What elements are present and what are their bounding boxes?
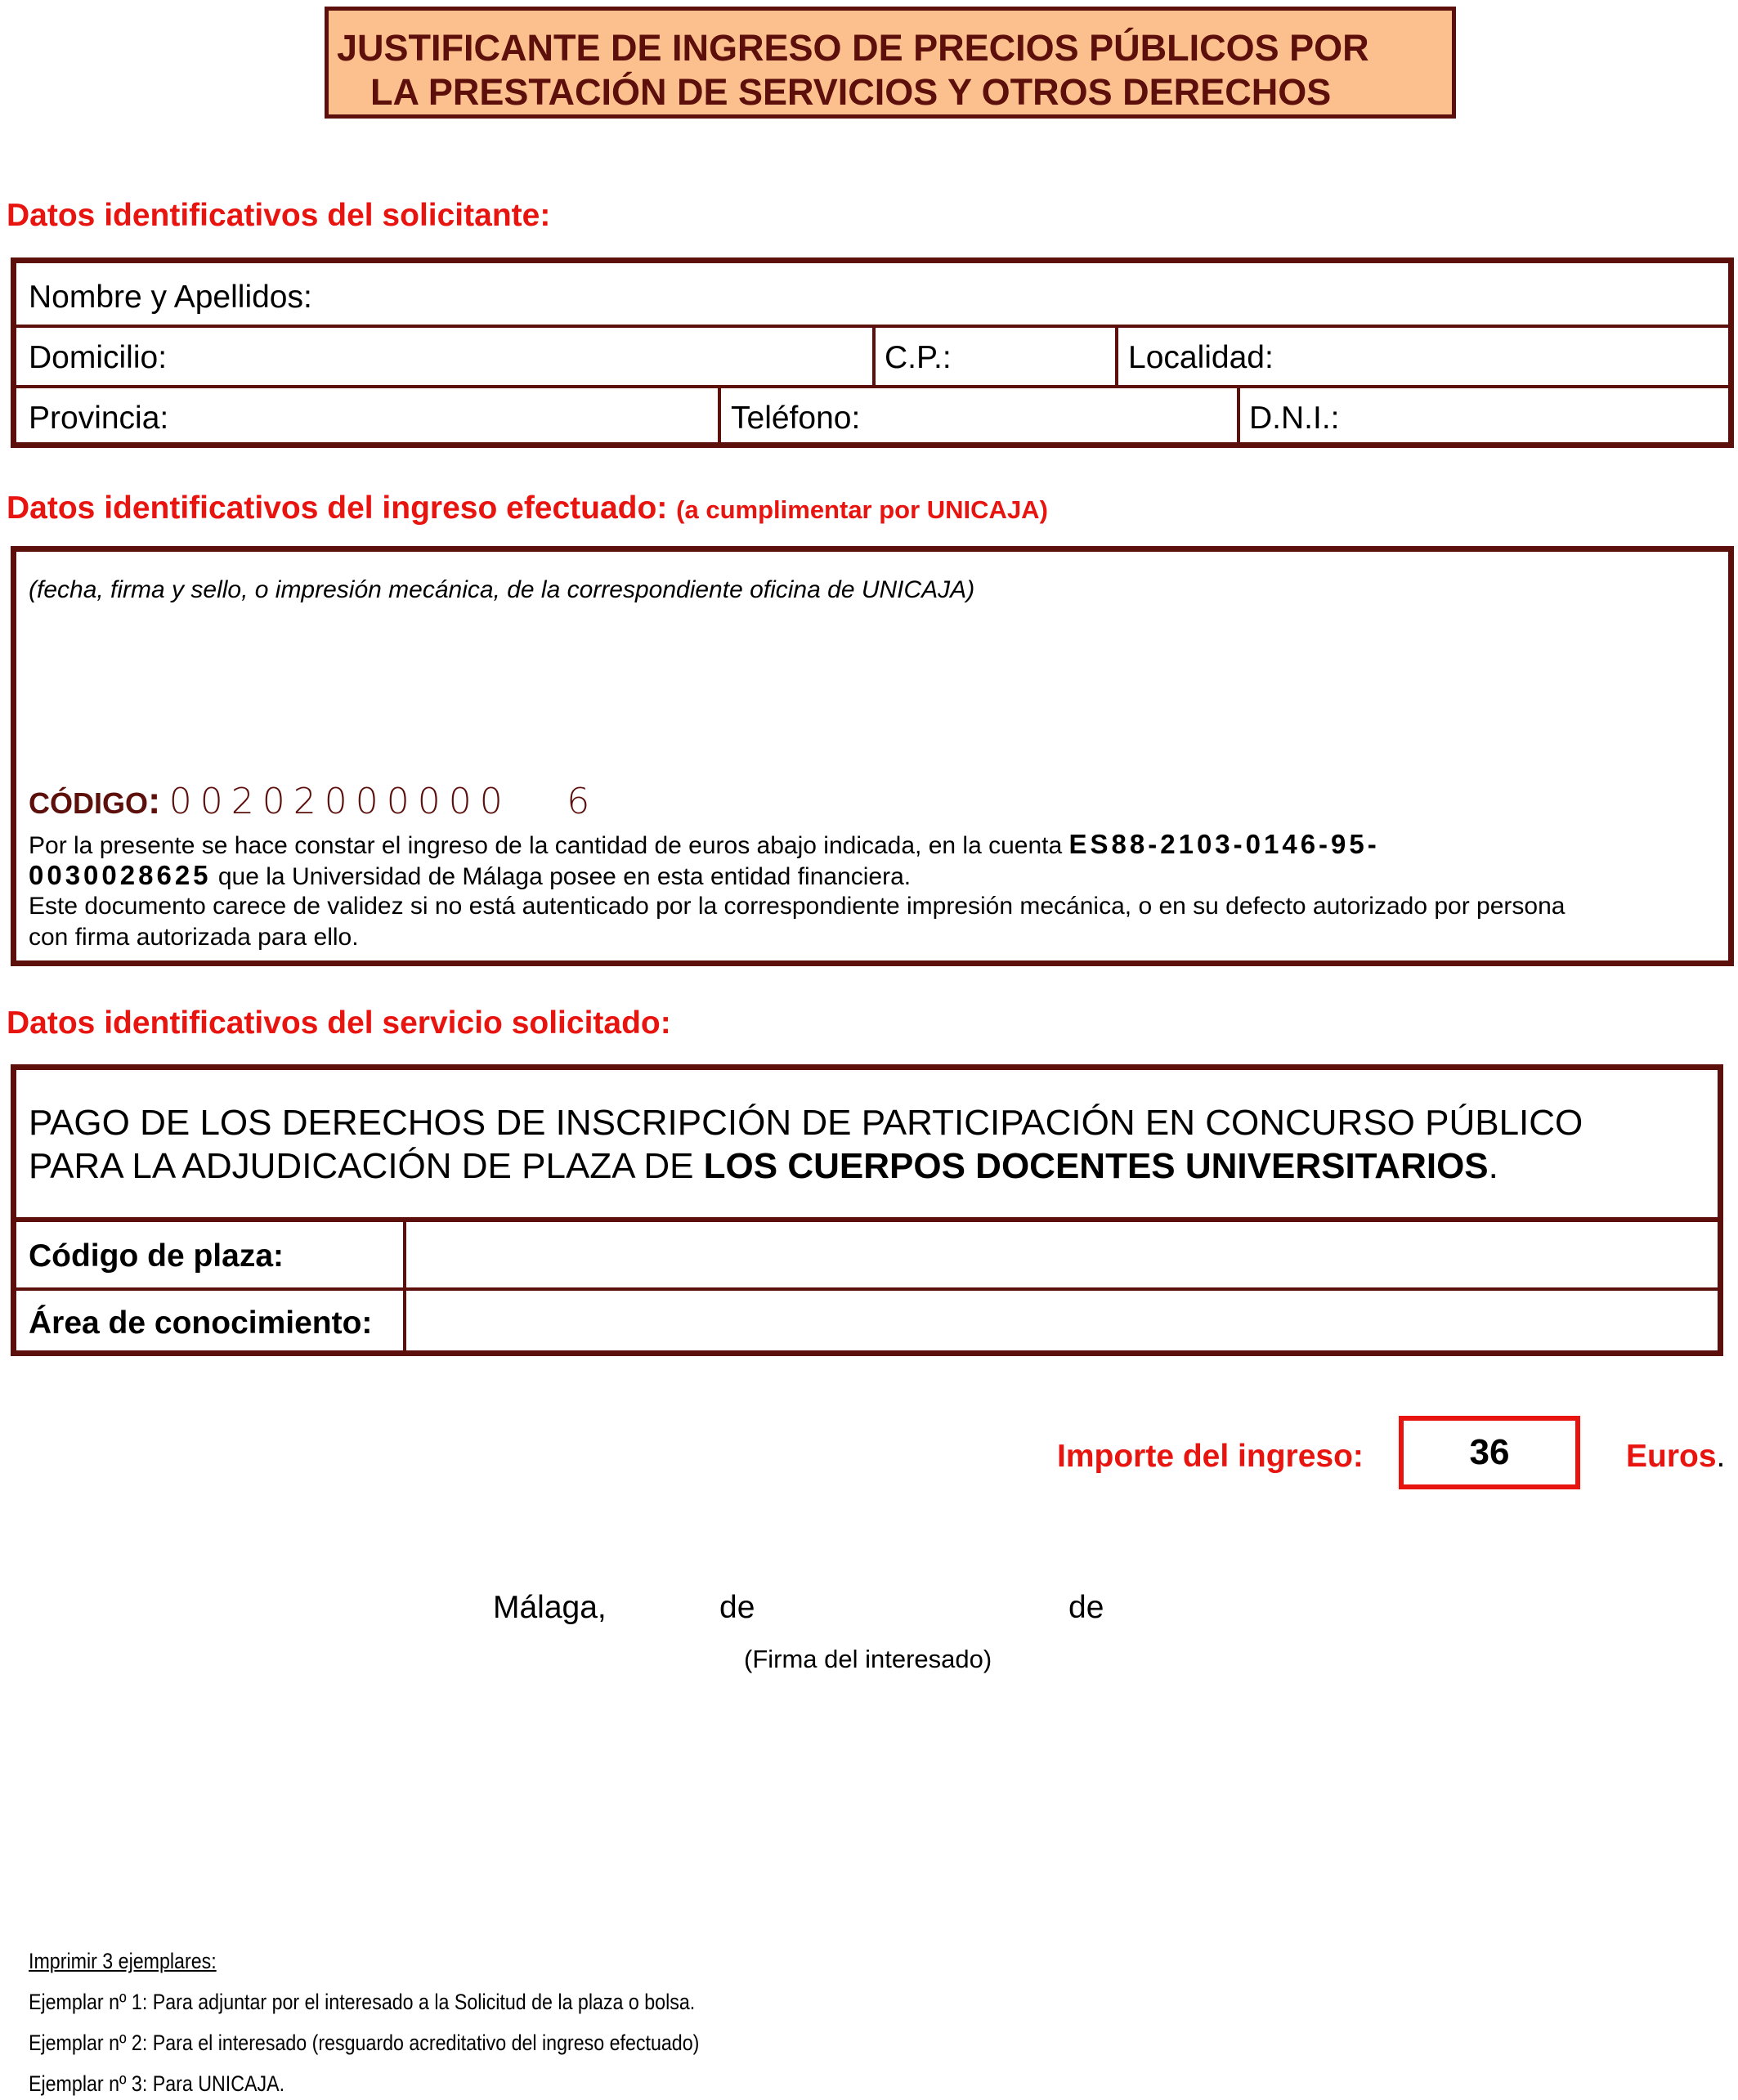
document-title-line-1: JUSTIFICANTE DE INGRESO DE PRECIOS PÚBLICOS POR [337,27,1369,69]
servicio-line-2c: . [1488,1146,1498,1186]
validez-text-2: con firma autorizada para ello. [29,924,359,951]
cuenta-text-2 [29,860,911,891]
document-title-line-2: LA PRESTACIÓN DE SERVICIOS Y OTROS DERECHOS [370,71,1332,113]
importe-unit-text: Euros [1626,1439,1717,1474]
cp-field[interactable]: C.P.: [885,340,952,375]
footer-ejemplar-2: Ejemplar nº 2: Para el interesado (resguardo acreditativo del ingreso efectuado) [29,2031,700,2055]
nombre-field[interactable]: Nombre y Apellidos: [29,280,312,315]
importe-value-box[interactable] [1399,1416,1580,1489]
servicio-line-2b: LOS CUERPOS DOCENTES UNIVERSITARIOS [703,1146,1489,1186]
servicio-box [11,1064,1723,1356]
domicilio-field[interactable]: Domicilio: [29,340,168,375]
ingreso-box [11,546,1734,966]
telefono-field[interactable]: Teléfono: [731,401,861,436]
importe-label: Importe del ingreso: [1057,1439,1364,1474]
footer-ejemplar-3: Ejemplar nº 3: Para UNICAJA. [29,2071,285,2096]
firma-de-1: de [719,1590,755,1625]
importe-unit-dot: . [1716,1439,1726,1474]
area-conocimiento-field[interactable]: Área de conocimiento: [29,1305,373,1341]
servicio-line-2a: PARA LA ADJUDICACIÓN DE PLAZA DE [29,1146,704,1186]
ingreso-heading-note: (a cumplimentar por UNICAJA) [676,495,1048,524]
cuenta-text-1 [29,829,1380,860]
importe-unit [1626,1439,1725,1475]
provincia-field[interactable]: Provincia: [29,401,169,436]
document-title-box [325,7,1456,119]
cuenta-text-1b: que la Universidad de Málaga posee en esta entidad financiera. [217,863,912,890]
codigo-check-digit: 6 [567,781,598,822]
footer-title: Imprimir 3 ejemplares: [29,1949,217,1973]
ingreso-heading-text: Datos identificativos del ingreso efectuado: [7,490,668,526]
cuenta-number-b: 0030028625 [29,860,212,890]
codigo-plaza-field[interactable]: Código de plaza: [29,1238,284,1274]
cuenta-text-1a: Por la presente se hace constar el ingreso de la cantidad de euros abajo indicada, en la cuenta [29,832,1063,859]
stamp-note: (fecha, firma y sello, o impresión mecánica, de la correspondiente oficina de UNICAJA) [29,576,975,603]
importe-value: 36 [1469,1432,1510,1472]
solicitante-table [11,257,1734,448]
solicitante-heading: Datos identificativos del solicitante: [7,198,551,233]
footer-ejemplar-1: Ejemplar nº 1: Para adjuntar por el interesado a la Solicitud de la plaza o bolsa. [29,1990,696,2014]
codigo-line [29,778,598,822]
firma-de-2: de [1068,1590,1104,1625]
cuenta-number-a: ES88-2103-0146-95- [1068,829,1380,859]
firma-city: Málaga, [493,1590,607,1625]
servicio-heading: Datos identificativos del servicio solicitado: [7,1005,671,1041]
codigo-value: 00202000000 [168,781,511,822]
firma-caption: (Firma del interesado) [744,1645,992,1673]
servicio-line-1: PAGO DE LOS DERECHOS DE INSCRIPCIÓN DE PARTICIPACIÓN EN CONCURSO PÚBLICO [29,1103,1583,1143]
codigo-colon: : [148,779,161,822]
dni-field[interactable]: D.N.I.: [1249,401,1340,436]
ingreso-heading [7,490,1048,526]
localidad-field[interactable]: Localidad: [1128,340,1274,375]
validez-text-1: Este documento carece de validez si no está autenticado por la correspondiente impresión mecánica, o en su defecto autorizado por persona [29,893,1566,920]
servicio-line-2 [29,1144,1498,1188]
codigo-label: CÓDIGO [29,786,149,820]
